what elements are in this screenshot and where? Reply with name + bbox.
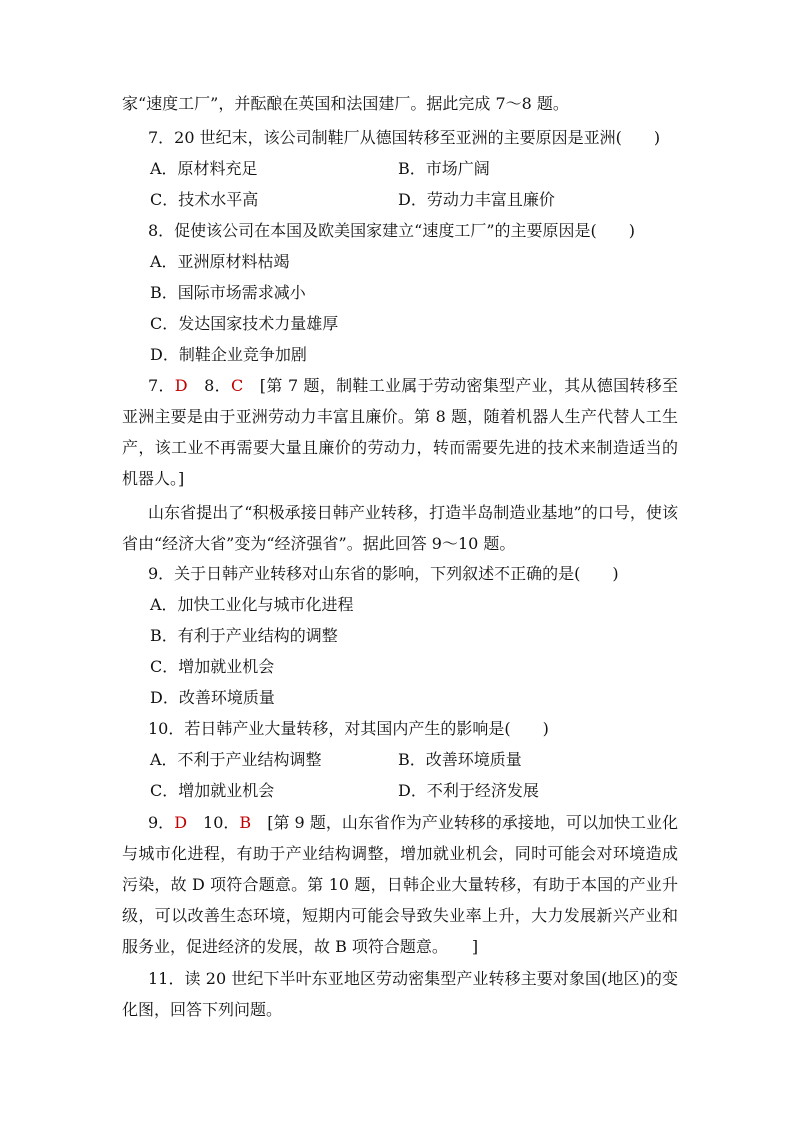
- answer-9-letter: D: [174, 813, 188, 832]
- answer-9-10: [122, 807, 678, 962]
- q8-option-a: A．亚洲原材料枯竭: [150, 252, 290, 271]
- q10-stem: 10．若日韩产业大量转移，对其国内产生的影响是( ): [148, 719, 549, 738]
- passage-shandong: 山东省提出了“积极承接日韩产业转移，打造半岛制造业基地”的口号，使该省由“经济大省”变为“经济强省”。据此回答 9～10 题。: [122, 503, 678, 553]
- q10-option-a: A．不利于产业结构调整: [150, 750, 322, 769]
- q7-stem: 7．20 世纪末，该公司制鞋厂从德国转移至亚洲的主要原因是亚洲( ): [148, 128, 661, 147]
- q7-option-b: B．市场广阔: [398, 159, 490, 178]
- answer-7-number: 7．: [148, 376, 175, 395]
- answer-8-letter: C: [230, 376, 244, 395]
- answer-10-letter: B: [239, 813, 252, 832]
- q9-option-b: B．有利于产业结构的调整: [150, 626, 338, 645]
- answer-10-number: 10．: [187, 813, 240, 832]
- q8-option-c: C．发达国家技术力量雄厚: [150, 314, 339, 333]
- q10-option-b: B．改善环境质量: [398, 750, 522, 769]
- answer-9-10-explanation: [第 9 题，山东省作为产业转移的承接地，可以加快工业化与城市化进程，有助于产业结构调整，增加就业机会，同时可能会对环境造成污染，故 D 项符合题意。第 10 题，日韩企业大量转移，有助于本国的产业升级，可以改善生态环境，短期内可能会导致失业率上升，大力发展新兴产业和服务业，促进经济的发展，故 B 项符合题意。 ]: [122, 813, 678, 956]
- q9-stem: 9．关于日韩产业转移对山东省的影响，下列叙述不正确的是( ): [148, 564, 619, 583]
- q7-option-c: C．技术水平高: [150, 190, 259, 209]
- answer-8-number: 8．: [187, 376, 231, 395]
- q9-option-a: A．加快工业化与城市化进程: [150, 595, 354, 614]
- answer-7-8: [122, 370, 678, 494]
- q9-option-c: C．增加就业机会: [150, 657, 275, 676]
- q10-option-c: C．增加就业机会: [150, 781, 275, 800]
- q7-option-a: A．原材料充足: [150, 159, 258, 178]
- answer-7-letter: D: [174, 376, 188, 395]
- q7-option-d: D．劳动力丰富且廉价: [398, 190, 555, 209]
- q8-option-b: B．国际市场需求减小: [150, 283, 306, 302]
- q8-stem: 8．促使该公司在本国及欧美国家建立“速度工厂”的主要原因是( ): [148, 221, 636, 240]
- q11-stem: 11．读 20 世纪下半叶东亚地区劳动密集型产业转移主要对象国(地区)的变化图，回答下列问题。: [122, 969, 678, 1019]
- q9-option-d: D．改善环境质量: [150, 688, 275, 707]
- answer-9-number: 9．: [148, 813, 175, 832]
- answer-7-8-explanation: [第 7 题，制鞋工业属于劳动密集型产业，其从德国转移至亚洲主要是由于亚洲劳动力丰富且廉价。第 8 题，随着机器人生产代替人工生产，该工业不再需要大量且廉价的劳动力，转而需要先进的技术来制造适当的机器人。]: [122, 376, 678, 488]
- q10-option-d: D．不利于经济发展: [398, 781, 539, 800]
- intro-tail-line: 家“速度工厂”，并酝酿在英国和法国建厂。据此完成 7～8 题。: [122, 94, 569, 113]
- q8-option-d: D．制鞋企业竞争加剧: [150, 345, 307, 364]
